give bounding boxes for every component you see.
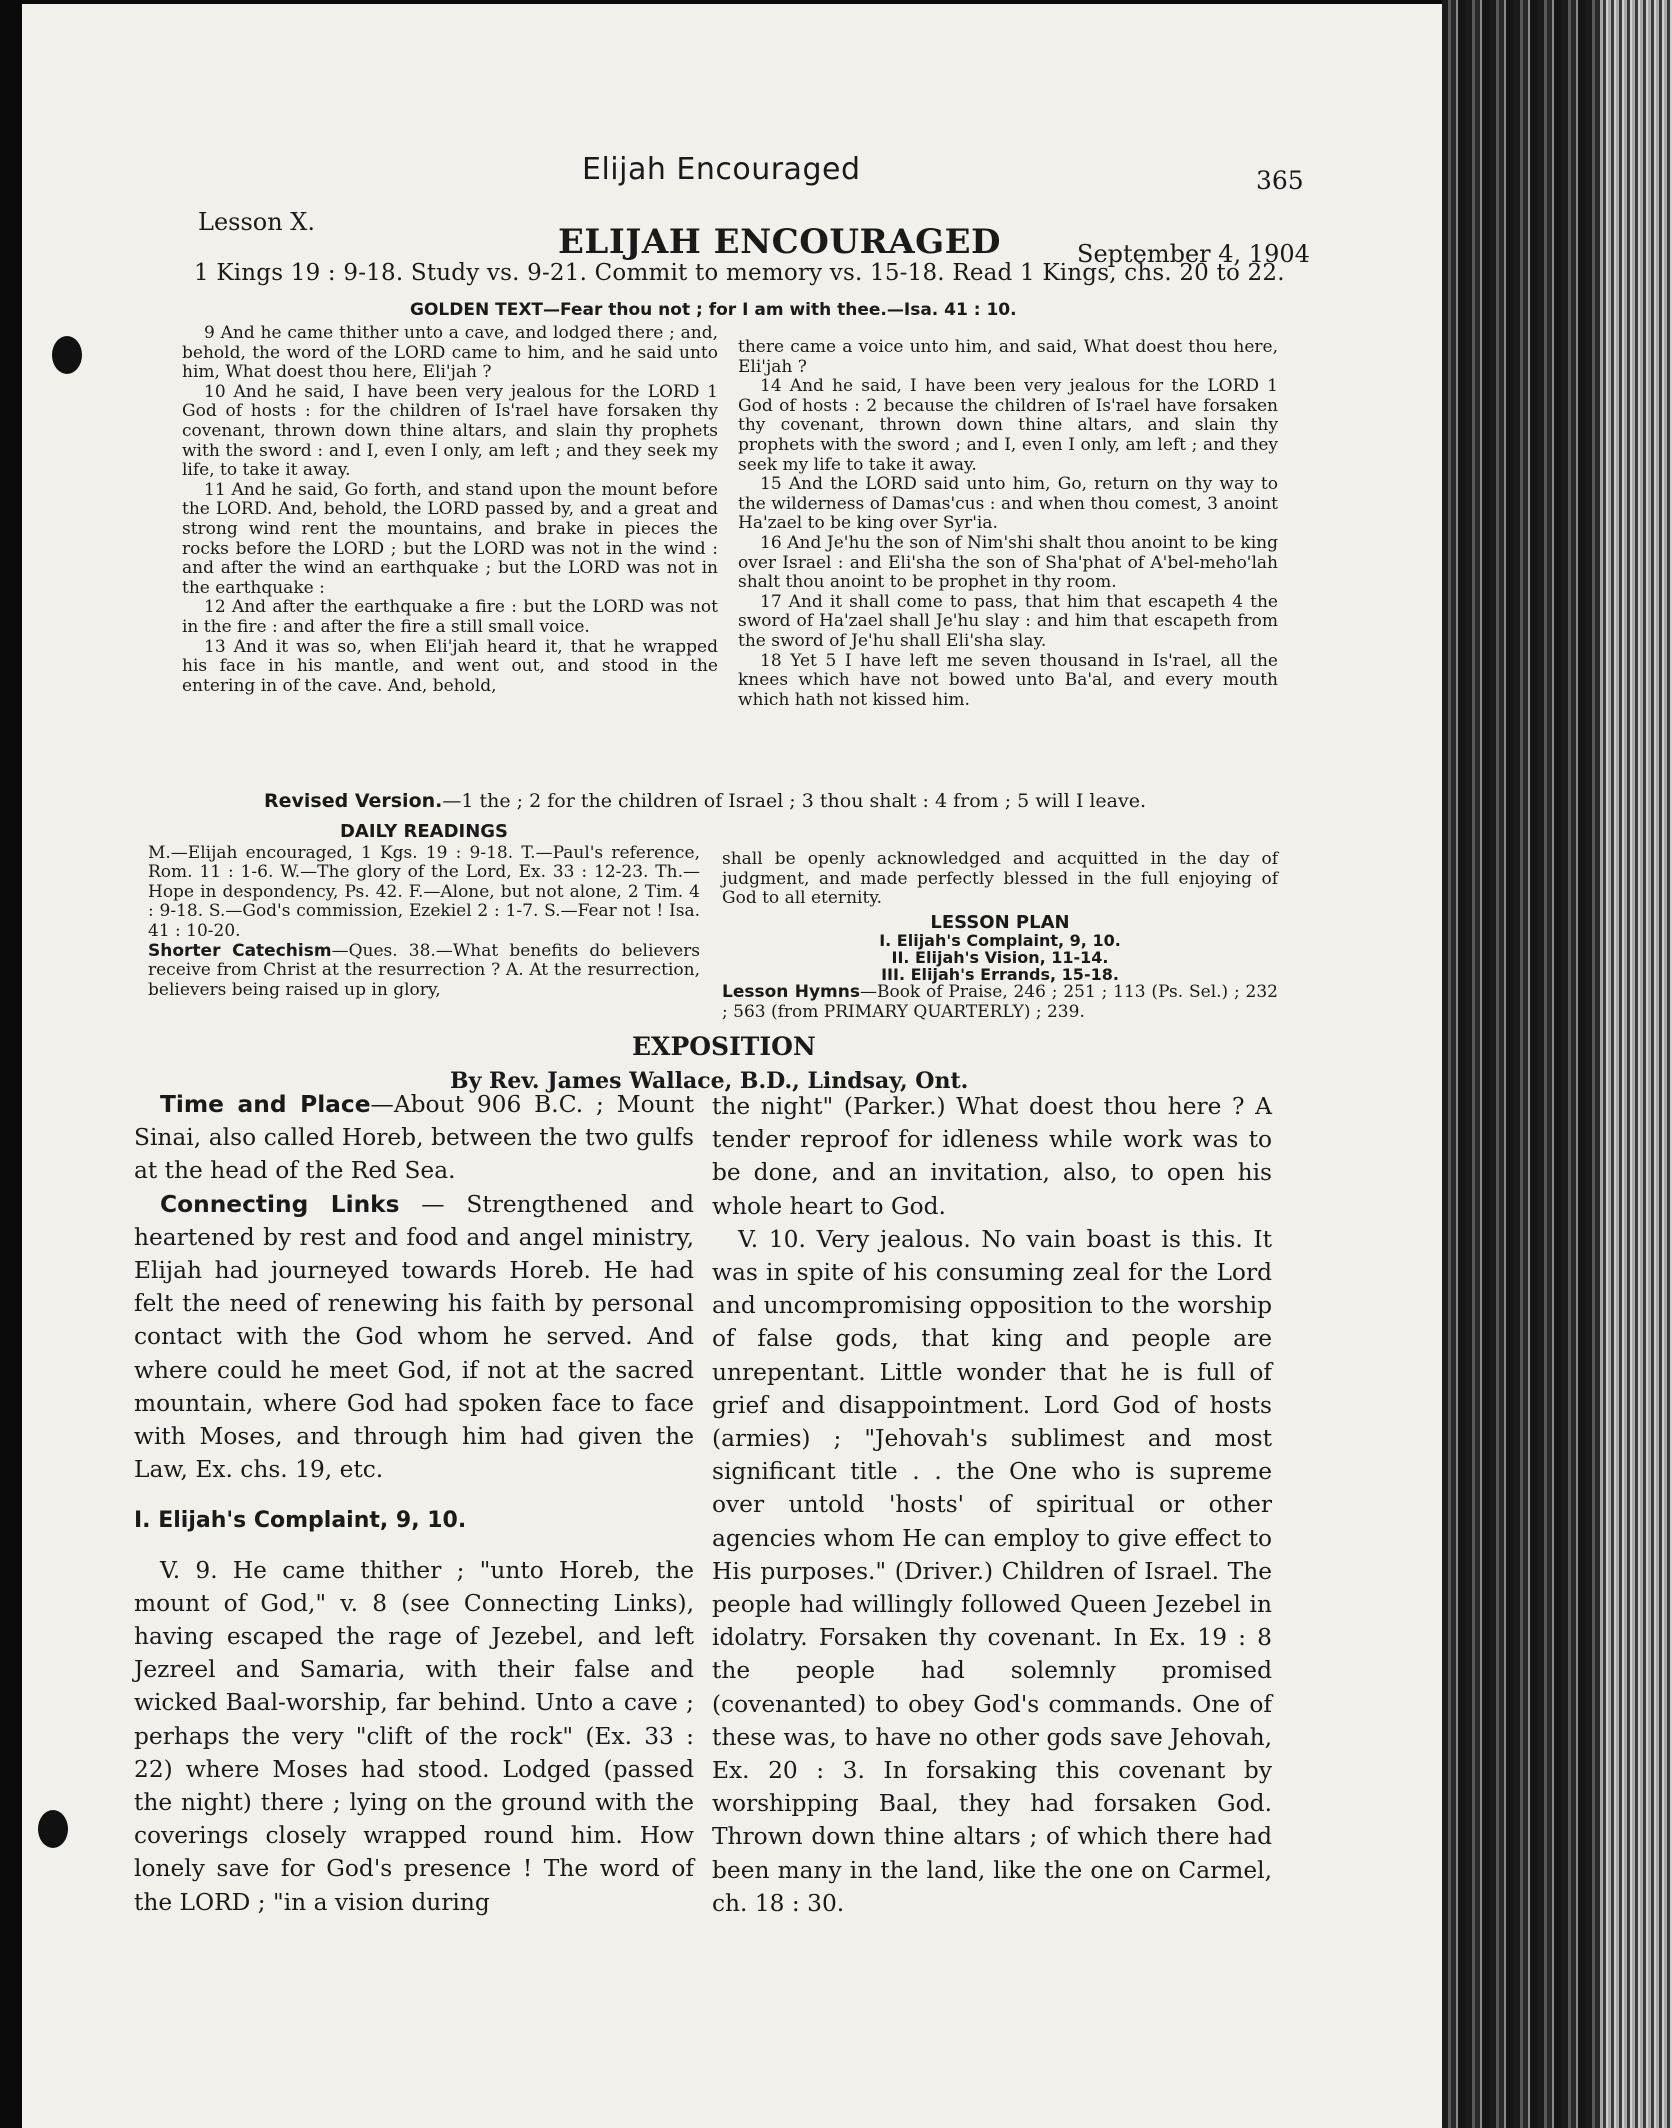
punch-hole [52, 336, 82, 374]
verse: 15 And the LORD said unto him, Go, return on thy way to the wilderness of Damas'cus : and when thou comest, 3 anoint Ha'zael to be king over Syr'ia. [738, 474, 1278, 534]
time-place-text: —About 906 B.C. ; Mount Sinai, also called Horeb, between the two gulfs at the head of the Red Sea. [134, 1091, 694, 1185]
scripture-line: 1 Kings 19 : 9-18. Study vs. 9-21. Commit to memory vs. 15-18. Read 1 Kings, chs. 20 to 22. [194, 260, 1285, 286]
verse: 13 And it was so, when Eli'jah heard it, that he wrapped his face in his mantle, and went out, and stood in the entering in of the cave. And, behold, [182, 636, 718, 696]
verse: 14 And he said, I have been very jealous for the LORD 1 God of hosts : 2 because the children of Is'rael have forsaken thy covenant, thrown down thine altars, and slain thy prophets with the sword ; and I, even I only, am left ; and they seek my life to take it away. [738, 376, 1278, 475]
lesson-plan-item: II. Elijah's Vision, 11-14. [891, 948, 1109, 968]
verse: there came a voice unto him, and said, What doest thou here, Eli'jah ? [738, 337, 1278, 377]
lesson-date: September 4, 1904 [1077, 240, 1310, 268]
book-page [22, 4, 1442, 2128]
verse: 11 And he said, Go forth, and stand upon the mount before the LORD. And, behold, the LORD passed by, and a great and strong wind rent the mountains, and brake in pieces the rocks before the LORD ; but the LORD was not in the wind : and after the wind an earthquake ; but the LORD was not in the earthquake : [182, 479, 718, 598]
exposition-byline: By Rev. James Wallace, B.D., Lindsay, Ont. [450, 1068, 969, 1094]
daily-readings-text: M.—Elijah encouraged, 1 Kgs. 19 : 9-18. T.—Paul's reference, Rom. 11 : 1-6. W.—The glory of the Lord, Ex. 33 : 12-23. Th.—Hope in despondency, Ps. 42. F.—Alone, but not alone, 2 Tim. 4 : 9-18. S.—God's commission, Ezekiel 2 : 1-7. S.—Fear not ! Isa. 41 : 10-20. [148, 842, 700, 941]
catechism-continued: shall be openly acknowledged and acquitted in the day of judgment, and made perfectly blessed in the full enjoying of God to all eternity. [722, 849, 1278, 909]
verse-10-comment: V. 10. Very jealous. No vain boast is this. It was in spite of his consuming zeal for the Lord and uncompromising opposition to the worship of false gods, that king and people are unrepentant. Little wonder that he is full of grief and disappointment. Lord God of hosts (armies) ; "Jehovah's sublimest and most significant title . . the One who is supreme over untold 'hosts' of spiritual or other agencies whom He can employ to give effect to His purposes." (Driver.) Children of Israel. The people had willingly followed Queen Jezebel in idolatry. Forsaken thy covenant. In Ex. 19 : 8 the people had solemnly promised (covenanted) to obey God's commands. One of these was, to have no other gods save Jehovah, Ex. 20 : 3. In forsaking this covenant by worshipping Baal, they had forsaken God. Thrown down thine altars ; of which there had been many in the land, like the one on Carmel, ch. 18 : 30. [712, 1225, 1272, 1917]
catechism-label: Shorter Catechism [148, 940, 332, 961]
verse: 16 And Je'hu the son of Nim'shi shalt thou anoint to be king over Israel : and Eli'sha the son of Sha'phat of A'bel-meho'lah shalt thou anoint to be prophet in thy room. [738, 532, 1278, 593]
verse: 9 And he came thither unto a cave, and lodged there ; and, behold, the word of the LORD came to him, and he said unto him, What doest thou here, Eli'jah ? [182, 323, 718, 383]
running-head: Elijah Encouraged [582, 152, 861, 187]
verse: 18 Yet 5 I have left me seven thousand in Is'rael, all the knees which have not bowed unto Ba'al, and every mouth which hath not kissed him. [738, 650, 1278, 710]
revised-version-note [264, 790, 1146, 812]
lesson-plan-column [722, 850, 1278, 1023]
lesson-hymns-label: Lesson Hymns [722, 982, 860, 1003]
verse-9-comment-continued: the night" (Parker.) What doest thou here ? A tender reproof for idleness while work was to be done, and an invitation, also, to open his whole heart to God. [712, 1093, 1272, 1220]
verse: 12 And after the earthquake a fire : but the LORD was not in the fire : and after the fire a still small voice. [182, 597, 718, 637]
time-place-label: Time and Place [160, 1091, 371, 1118]
connecting-links-label: Connecting Links [160, 1190, 400, 1218]
verse: 10 And he said, I have been very jealous for the LORD 1 God of hosts : for the children of Is'rael have forsaken thy covenant, thrown down thine altars, and slain thy prophets with the sword : and I, even I only, am left ; and they seek my life, to take it away. [182, 381, 718, 481]
daily-readings-heading: DAILY READINGS [339, 821, 509, 842]
verse: 17 And it shall come to pass, that him that escapeth 4 the sword of Ha'zael shall Je'hu slay : and him that escapeth from the sword of Je'hu shall Eli'sha slay. [738, 591, 1278, 651]
lesson-plan-item: I. Elijah's Complaint, 9, 10. [879, 931, 1121, 951]
exposition-left-column [134, 1088, 694, 1919]
revised-version-text: —1 the ; 2 for the children of Israel ; 3 thou shalt : 4 from ; 5 will I leave. [442, 790, 1147, 812]
section-heading: I. Elijah's Complaint, 9, 10. [134, 1508, 467, 1534]
lesson-hymns-text: —Book of Praise, 246 ; 251 ; 113 (Ps. Sel.) ; 232 ; 563 (from PRIMARY QUARTERLY) ; 239. [722, 982, 1278, 1022]
exposition-title: EXPOSITION [632, 1032, 816, 1061]
verse-9-comment: V. 9. He came thither ; "unto Horeb, the mount of God," v. 8 (see Connecting Links), having escaped the rage of Jezebel, and left Jezreel and Samaria, with their false and wicked Baal-worship, far behind. Unto a cave ; perhaps the very "clift of the rock" (Ex. 33 : 22) where Moses had stood. Lodged (passed the night) there ; lying on the ground with the coverings closely wrapped round him. How lonely save for God's presence ! The word of the LORD ; "in a vision during [134, 1556, 694, 1916]
page-edges [1600, 0, 1672, 2128]
connecting-links-text: — Strengthened and heartened by rest and food and angel ministry, Elijah had journeyed towards Horeb. He had felt the need of renewing his faith by personal contact with the God whom he served. And where could he meet God, if not at the sacred mountain, where God had spoken face to face with Moses, and through him had given the Law, Ex. chs. 19, etc. [134, 1190, 694, 1484]
lesson-number: Lesson X. [198, 208, 316, 236]
lesson-plan-heading: LESSON PLAN [930, 911, 1070, 933]
verses-right-column [738, 338, 1278, 710]
exposition-right-column [712, 1090, 1272, 1920]
verses-left-column [182, 324, 718, 696]
catechism-text: —Ques. 38.—What benefits do believers receive from Christ at the resurrection ? A. At the resurrection, believers being raised up in glory, [148, 940, 700, 1000]
lesson-title: ELIJAH ENCOURAGED [558, 222, 1002, 262]
punch-hole [38, 1810, 68, 1848]
lesson-plan-item: III. Elijah's Errands, 15-18. [881, 965, 1119, 985]
daily-readings [148, 822, 700, 1000]
revised-version-label: Revised Version. [264, 790, 443, 812]
page-number: 365 [1256, 166, 1304, 195]
golden-text: GOLDEN TEXT—Fear thou not ; for I am with thee.—Isa. 41 : 10. [410, 300, 1017, 320]
